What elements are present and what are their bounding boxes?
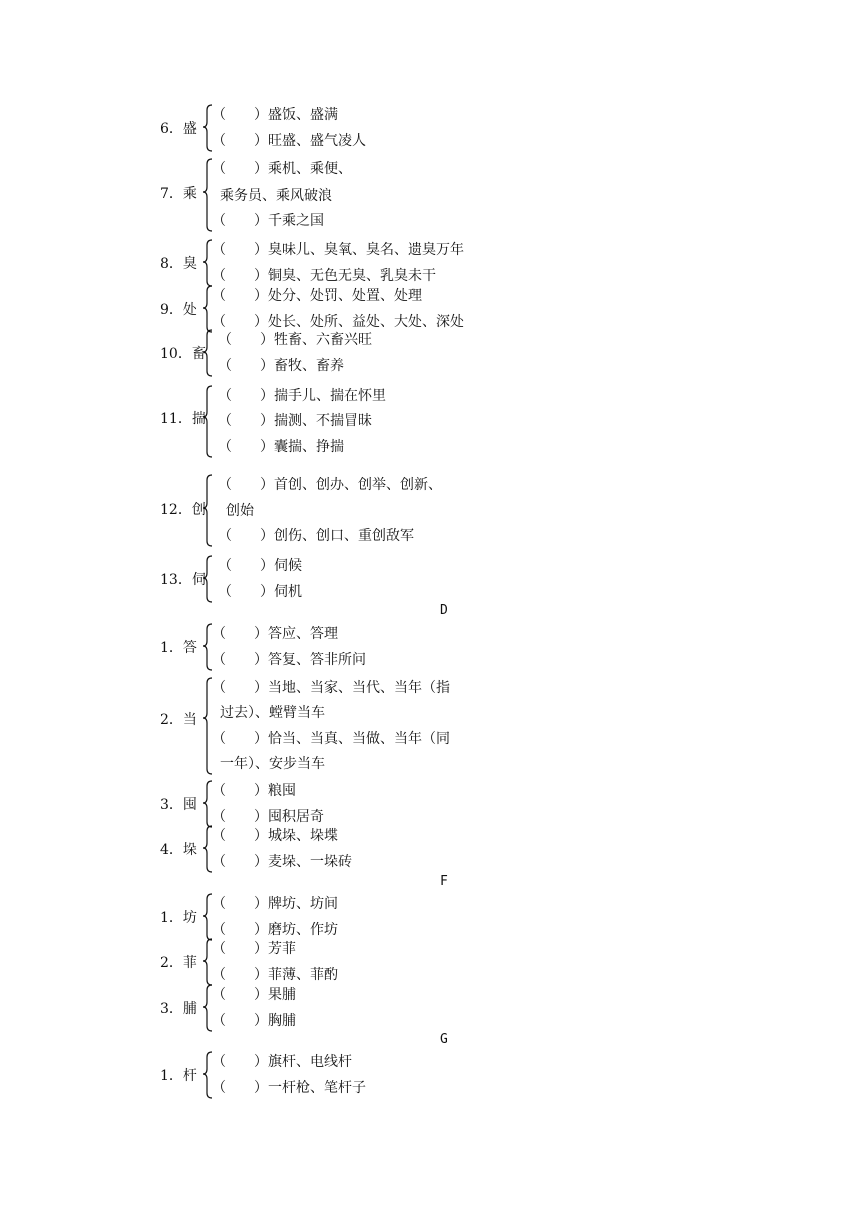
entry-line: 一年）、安步当车 [220, 756, 325, 772]
entry-line: （ ）答应、答理 [212, 626, 338, 642]
entry-label: 10．畜 [160, 346, 206, 362]
entry-line: （ ）麦垛、一垛砖 [212, 854, 352, 870]
section-header-g: G [440, 1032, 448, 1047]
entry-line: （ ）果脯 [212, 987, 296, 1003]
entry-line: （ ）处分、处罚、处置、处理 [212, 288, 422, 304]
entry-line: （ ）畜牧、畜养 [218, 358, 344, 374]
entry-line: （ ）芳菲 [212, 941, 296, 957]
entry-label: 6．盛 [160, 121, 197, 137]
entry-line: （ ）揣手儿、揣在怀里 [218, 388, 386, 404]
entry-label: 9．处 [160, 302, 197, 318]
brace-icon [202, 474, 216, 547]
brace-icon [202, 555, 216, 603]
entry-label: 2．当 [160, 712, 197, 728]
brace-icon [202, 385, 216, 458]
entry-line: （ ）旺盛、盛气凌人 [212, 133, 366, 149]
entry-label: 3．囤 [160, 797, 197, 813]
entry-line: （ ）囤积居奇 [212, 809, 324, 825]
entry-line: （ ）粮囤 [212, 783, 296, 799]
entry-line: （ ）恰当、当真、当做、当年（同 [212, 731, 450, 747]
entry-line: （ ）旗杆、电线杆 [212, 1054, 352, 1070]
entry-label: 7．乘 [160, 186, 197, 202]
entry-line: （ ）乘机、乘便、 [212, 161, 352, 177]
entry-line: （ ）臭味儿、臭氧、臭名、遗臭万年 [212, 242, 464, 258]
section-header-f: F [440, 874, 448, 889]
brace-icon [202, 329, 216, 377]
entry-line: （ ）伺机 [218, 584, 302, 600]
entry-label: 1．坊 [160, 910, 197, 926]
entry-line: （ ）牌坊、坊间 [212, 896, 338, 912]
entry-label: 11．揣 [160, 411, 206, 427]
entry-line: （ ）盛饭、盛满 [212, 107, 338, 123]
entry-label: 13．伺 [160, 572, 206, 588]
entry-line: （ ）首创、创办、创举、创新、 [218, 477, 442, 493]
entry-line: （ ）胸脯 [212, 1013, 296, 1029]
entry-line: 过去）、螳臂当车 [220, 705, 325, 721]
entry-line: （ ）城垛、垛堞 [212, 828, 338, 844]
entry-line: 乘务员、乘风破浪 [220, 188, 332, 204]
entry-line: （ ）铜臭、无色无臭、乳臭未干 [212, 268, 436, 284]
entry-line: （ ）千乘之国 [212, 213, 324, 229]
entry-line: （ ）菲薄、菲酌 [212, 967, 338, 983]
entry-label: 3．脯 [160, 1001, 197, 1017]
section-header-d: D [440, 603, 448, 618]
entry-line: （ ）磨坊、作坊 [212, 922, 338, 938]
entry-label: 2．菲 [160, 955, 197, 971]
entry-line: （ ）当地、当家、当代、当年（指 [212, 680, 450, 696]
entry-line: 创始 [226, 503, 254, 519]
entry-label: 4．垛 [160, 842, 197, 858]
entry-line: （ ）处长、处所、益处、大处、深处 [212, 314, 464, 330]
entry-line: （ ）创伤、创口、重创敌军 [218, 528, 414, 544]
entry-line: （ ）牲畜、六畜兴旺 [218, 332, 372, 348]
entry-line: （ ）答复、答非所问 [212, 652, 366, 668]
entry-line: （ ）揣测、不揣冒昧 [218, 413, 372, 429]
entry-label: 8．臭 [160, 256, 197, 272]
entry-line: （ ）一杆枪、笔杆子 [212, 1080, 366, 1096]
entry-line: （ ）伺候 [218, 558, 302, 574]
entry-label: 12．创 [160, 502, 206, 518]
entry-line: （ ）囊揣、挣揣 [218, 439, 344, 455]
entry-label: 1．杆 [160, 1068, 197, 1084]
entry-label: 1．答 [160, 640, 197, 656]
